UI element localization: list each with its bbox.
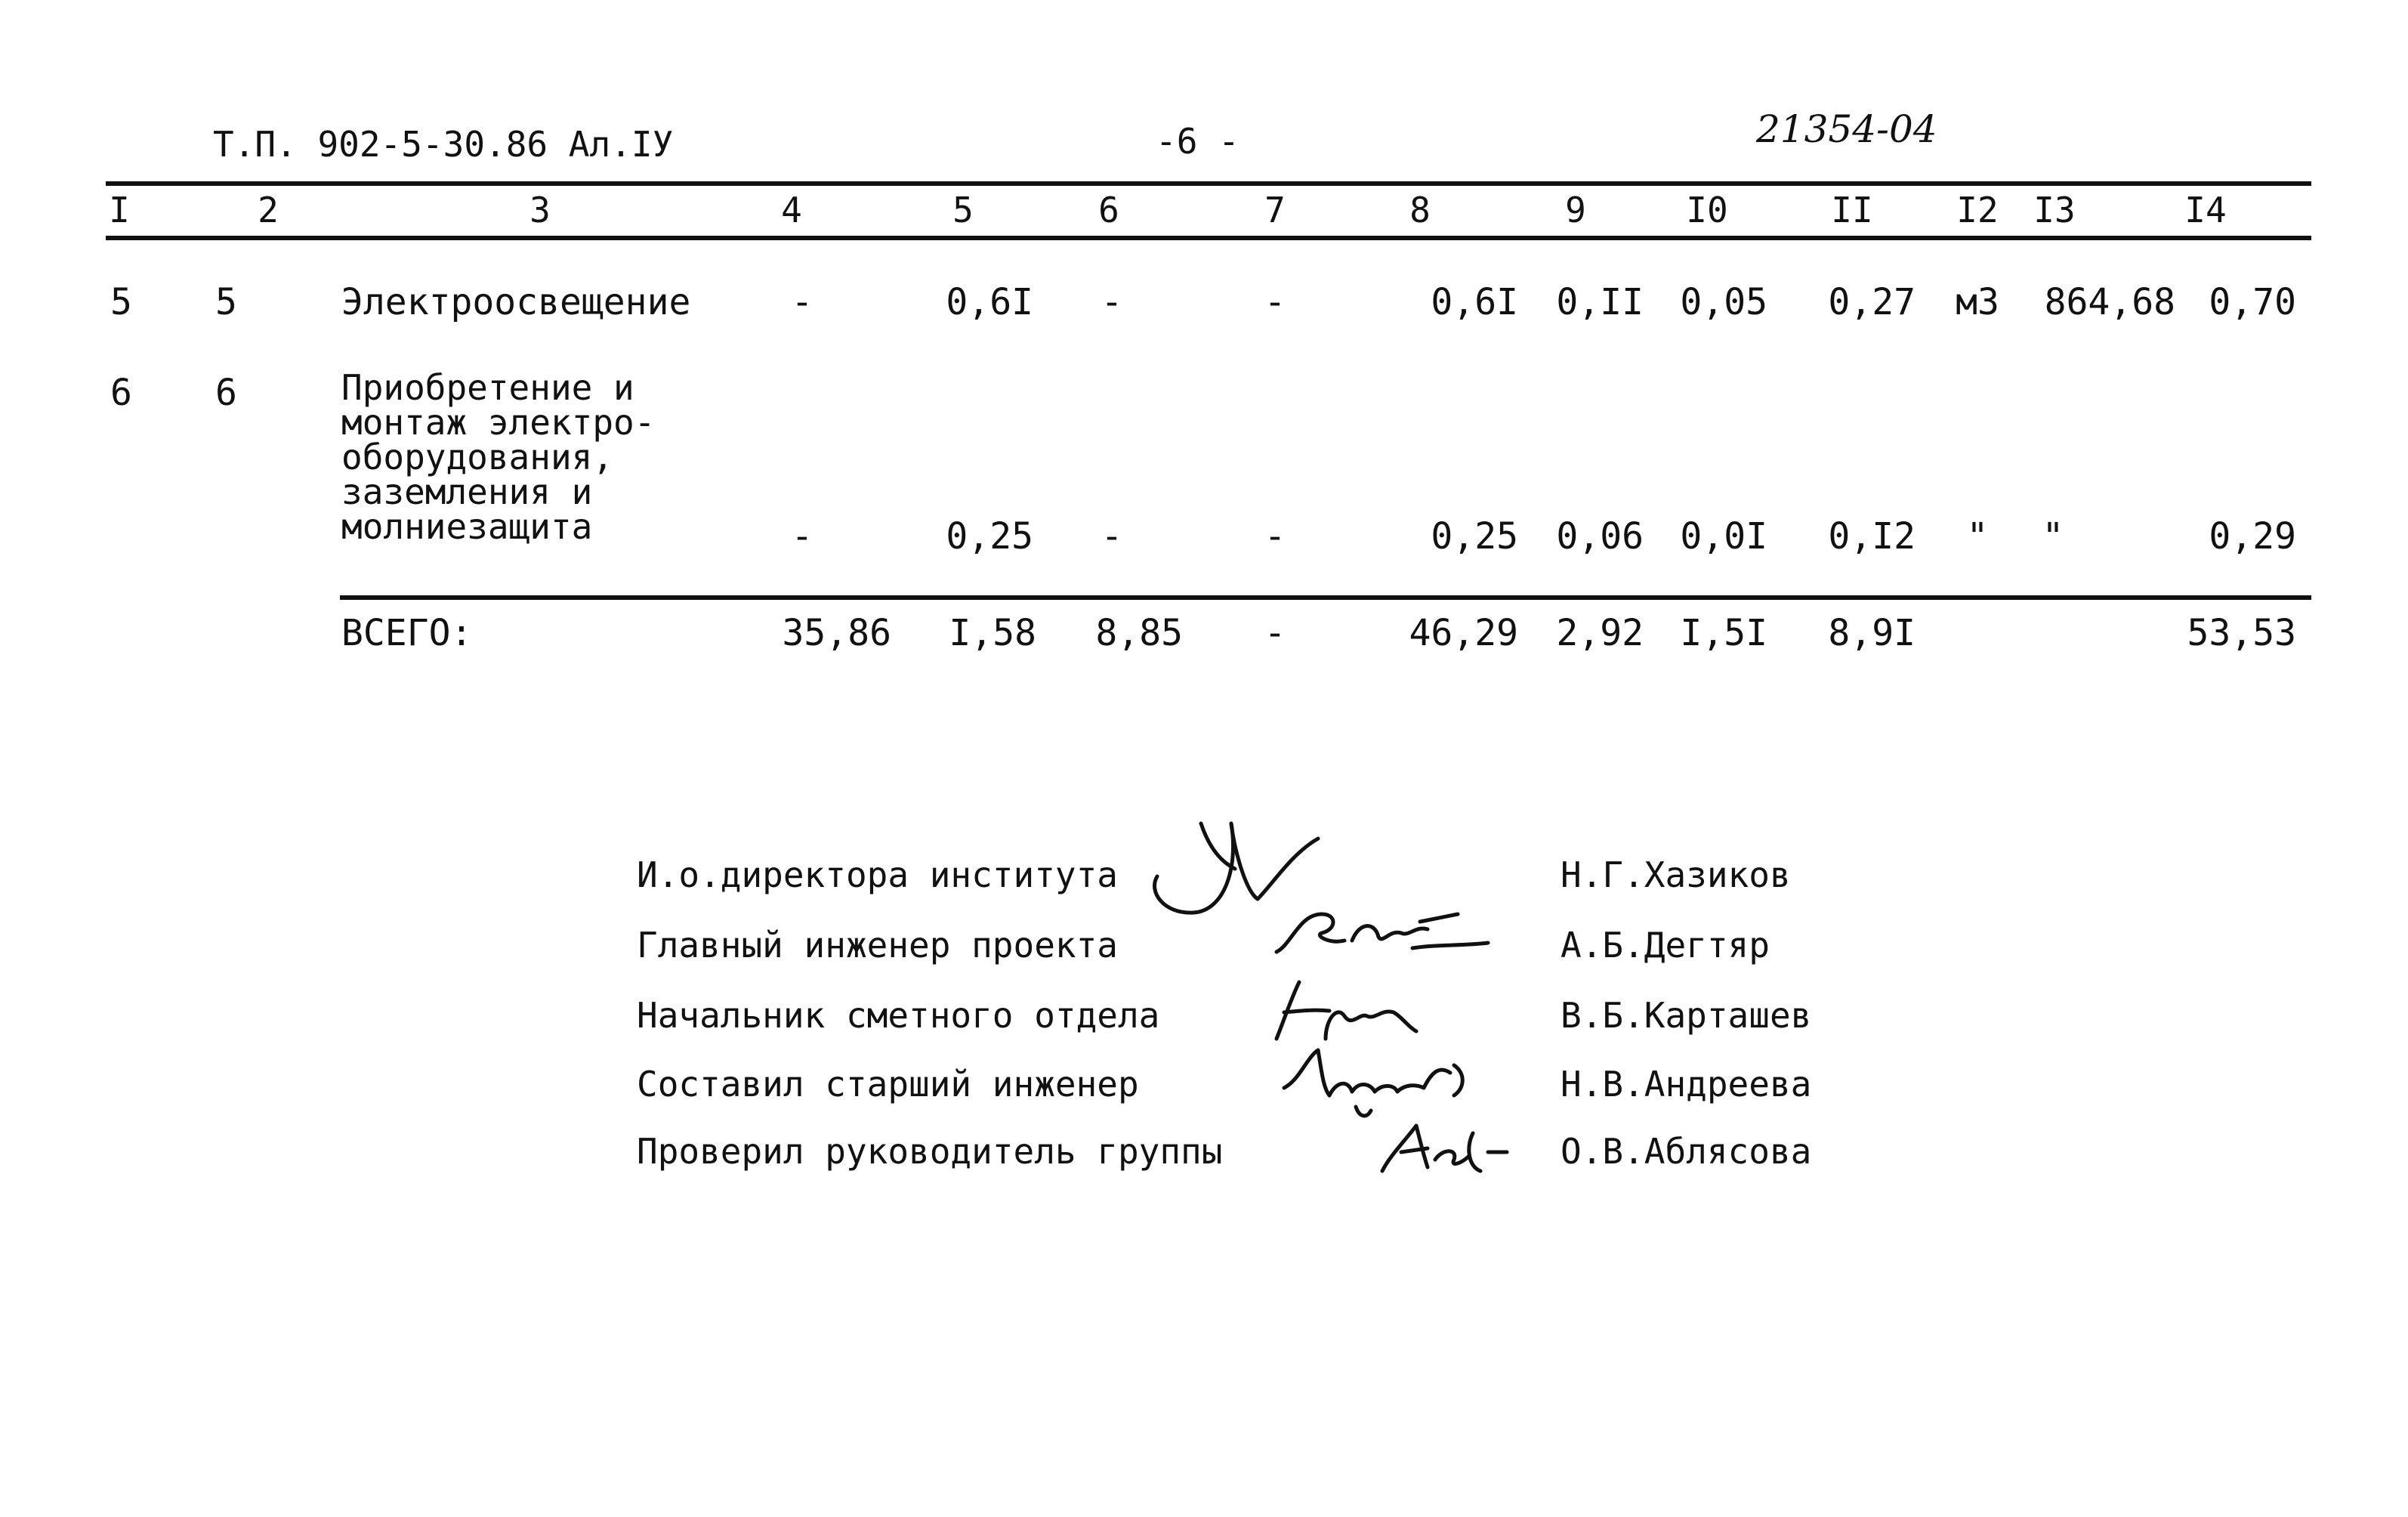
total-value: 53,53 xyxy=(2187,612,2296,654)
signatory-name: В.Б.Карташев xyxy=(1561,995,1812,1036)
column-header: I4 xyxy=(2184,190,2227,230)
cell-value: - xyxy=(791,515,813,558)
total-value: 8,85 xyxy=(1095,612,1183,654)
signature-group-leader xyxy=(1375,1118,1511,1186)
cell-value: 0,25 xyxy=(1431,515,1518,558)
project-code: Т.П. 902-5-30.86 Ал.IУ xyxy=(213,124,674,165)
cell-value: 0,05 xyxy=(1680,281,1767,323)
signatory-title: Проверил руководитель группы xyxy=(637,1131,1223,1172)
cell-unit: м3 xyxy=(1956,281,1999,323)
cell-value: 0,I2 xyxy=(1828,515,1916,558)
item-name: Электроосвещение xyxy=(341,281,691,323)
signatory-title: И.о.директора института xyxy=(637,854,1118,895)
signatory-title: Главный инженер проекта xyxy=(637,925,1118,966)
cell-value: - xyxy=(1264,515,1286,558)
cell-value: 864,68 xyxy=(2044,281,2175,323)
cell-value: 0,06 xyxy=(1556,515,1644,558)
column-header: 6 xyxy=(1098,190,1119,230)
signature-estimating-head xyxy=(1254,975,1428,1050)
column-header: I3 xyxy=(2033,190,2076,230)
cell-value: 0,27 xyxy=(1828,281,1916,323)
cell-value: 0,25 xyxy=(946,515,1033,558)
page-number: -6 - xyxy=(1156,121,1240,162)
column-header: 9 xyxy=(1565,190,1586,230)
total-value: 2,92 xyxy=(1556,612,1644,654)
item-number: 5 xyxy=(215,281,237,323)
ditto-mark: " xyxy=(2042,515,2064,558)
signature-chief-engineer xyxy=(1269,899,1496,967)
column-header: I0 xyxy=(1686,190,1728,230)
document-number: 21354-04 xyxy=(1756,107,1937,151)
item-number: 6 xyxy=(215,372,237,414)
cell-value: - xyxy=(1101,515,1123,558)
row-number: 6 xyxy=(110,372,132,414)
cell-value: 0,29 xyxy=(2209,515,2296,558)
total-value: I,58 xyxy=(949,612,1036,654)
total-value: 46,29 xyxy=(1409,612,1518,654)
column-header: 3 xyxy=(529,190,551,230)
column-header: 4 xyxy=(781,190,802,230)
total-value: I,5I xyxy=(1680,612,1767,654)
column-header: 2 xyxy=(258,190,279,230)
signatory-name: Н.Г.Хазиков xyxy=(1561,854,1791,895)
signatory-name: О.В.Аблясова xyxy=(1561,1131,1812,1172)
signature-senior-engineer xyxy=(1277,1043,1488,1126)
column-header: 8 xyxy=(1409,190,1431,230)
item-name: Приобретение и монтаж электро- оборудования, заземления и молниезащита xyxy=(341,367,656,547)
total-value: 8,9I xyxy=(1828,612,1916,654)
cell-value: - xyxy=(1264,281,1286,323)
signatory-name: А.Б.Дегтяр xyxy=(1561,925,1770,966)
total-value: 35,86 xyxy=(782,612,891,654)
total-value: - xyxy=(1264,612,1286,654)
ditto-mark: " xyxy=(1966,515,1989,558)
cell-value: 0,70 xyxy=(2209,281,2296,323)
cell-value: 0,6I xyxy=(946,281,1033,323)
signatory-title: Начальник сметного отдела xyxy=(637,995,1160,1036)
total-label: ВСЕГО: xyxy=(341,612,473,654)
column-header: I xyxy=(109,190,130,230)
column-header: I2 xyxy=(1956,190,1999,230)
row-number: 5 xyxy=(110,281,132,323)
cell-value: - xyxy=(791,281,813,323)
signatory-title: Составил старший инженер xyxy=(637,1064,1139,1105)
column-header: II xyxy=(1831,190,1873,230)
column-header: 5 xyxy=(952,190,974,230)
cell-value: 0,0I xyxy=(1680,515,1767,558)
column-header: 7 xyxy=(1264,190,1286,230)
cell-value: 0,II xyxy=(1556,281,1644,323)
cell-value: 0,6I xyxy=(1431,281,1518,323)
signatory-name: Н.В.Андреева xyxy=(1561,1064,1812,1105)
cell-value: - xyxy=(1101,281,1123,323)
